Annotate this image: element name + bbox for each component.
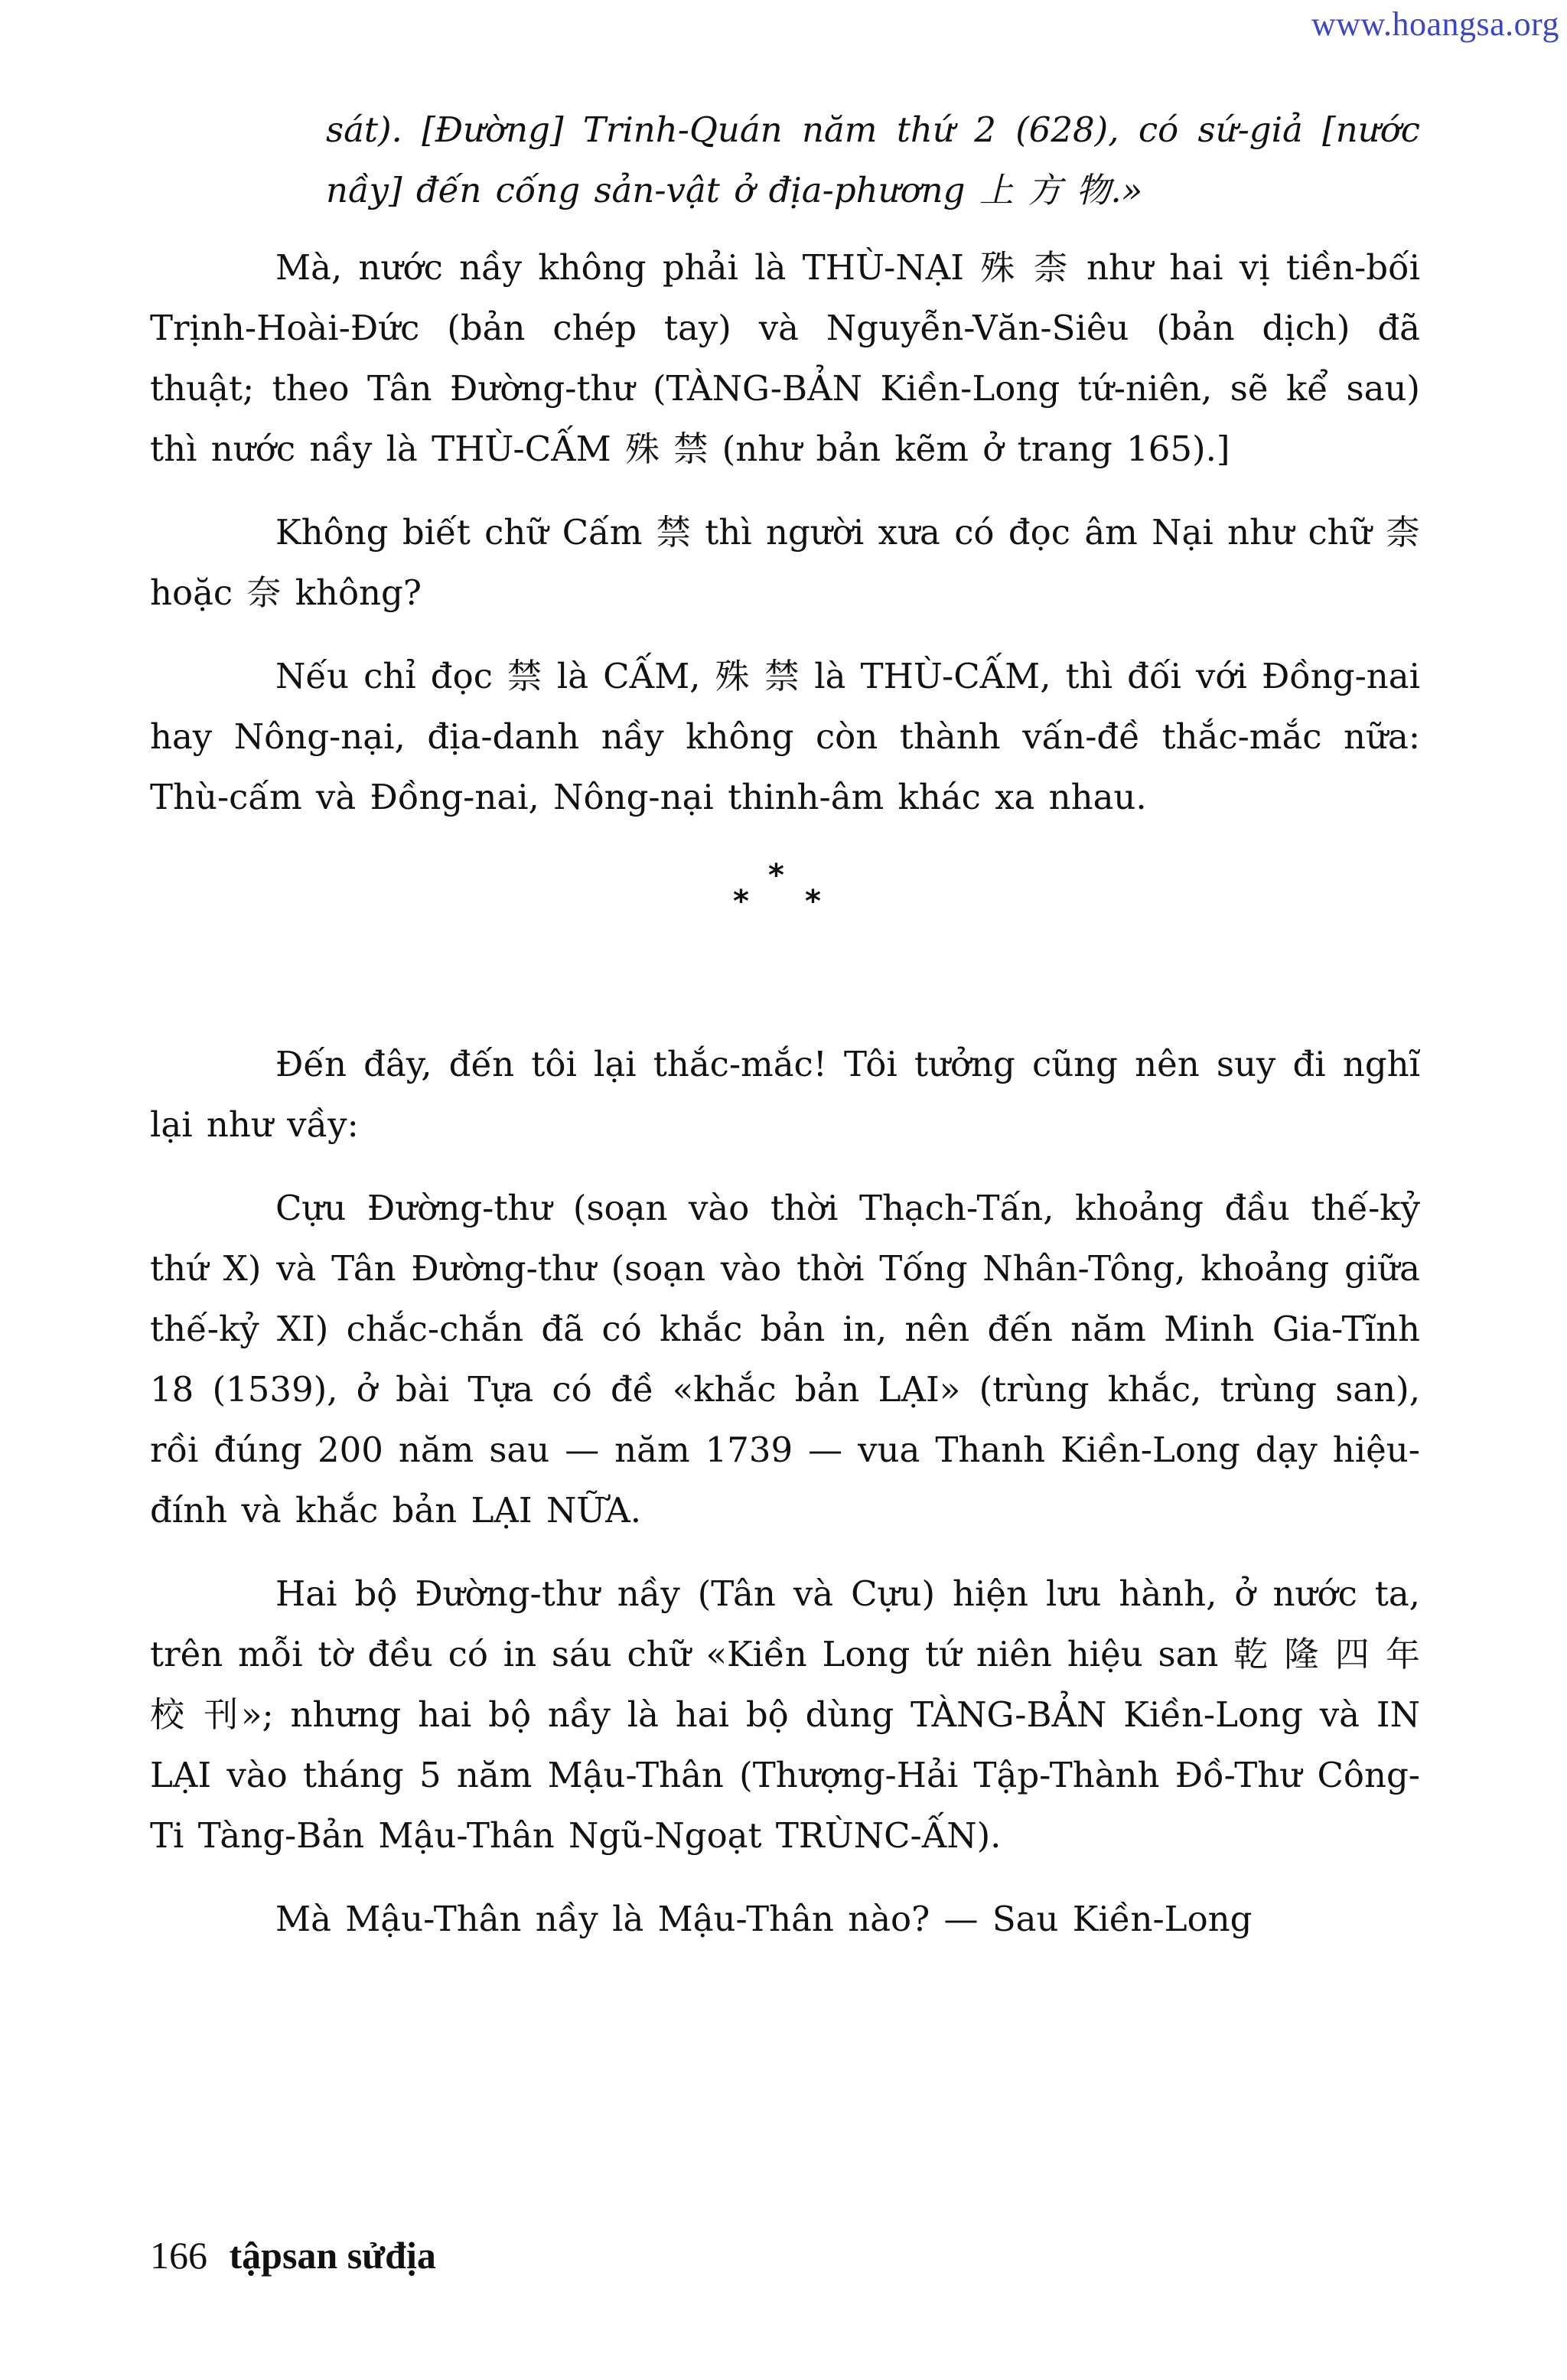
paragraph-thu-nai: Mà, nước nầy không phải là THÙ-NẠI 殊 柰 như hai vị tiền-bối Trịnh-Hoài-Đức (bản chép tay) và Nguyễn-Văn-Siêu (bản dịch) đã thuật; theo Tân Đường-thư (TÀNG-BẢN Kiền-Long tứ-niên, sẽ kể sau) thì nước nầy là THÙ-CẤM 殊 禁 (như bản kẽm ở trang 165).] xyxy=(150,247,1420,469)
page-number: 166 xyxy=(150,2234,207,2277)
paragraph-chu-cam: Không biết chữ Cấm 禁 thì người xưa có đọc âm Nại như chữ 柰 hoặc 奈 không? xyxy=(150,512,1420,613)
asterism-star-left: * xyxy=(733,884,749,919)
paragraph-mau-than: Mà Mậu-Thân nầy là Mậu-Thân nào? — Sau Kiền-Long xyxy=(275,1899,1253,1939)
site-watermark: www.hoangsa.org xyxy=(1311,5,1559,43)
page-footer xyxy=(150,2233,436,2277)
journal-name: tậpsan sửđịa xyxy=(229,2234,436,2277)
asterism-star-top: * xyxy=(768,858,784,893)
quoted-passage: sát). [Đường] Trinh-Quán năm thứ 2 (628), có sứ-giả [nước nầy] đến cống sản-vật ở địa-phương 上 方 物.» xyxy=(326,109,1420,210)
paragraph-thac-mac: Đến đây, đến tôi lại thắc-mắc! Tôi tưởng cũng nên suy đi nghĩ lại như vầy: xyxy=(150,1044,1420,1145)
section-asterism xyxy=(150,858,1420,1011)
paragraph-thu-cam: Nếu chỉ đọc 禁 là CẤM, 殊 禁 là THÙ-CẤM, thì đối với Đồng-nai hay Nông-nại, địa-danh nầy không còn thành vấn-đề thắc-mắc nữa: Thù-cấm và Đồng-nai, Nông-nại thinh-âm khác xa nhau. xyxy=(150,656,1420,817)
page-body xyxy=(150,99,1420,1949)
paragraph-hai-bo: Hai bộ Đường-thư nầy (Tân và Cựu) hiện lưu hành, ở nước ta, trên mỗi tờ đều có in sáu chữ «Kiền Long tứ niên hiệu san 乾 隆 四 年 校 刊»; nhưng hai bộ nầy là hai bộ dùng TÀNG-BẢN Kiền-Long và IN LẠI vào tháng 5 năm Mậu-Thân (Thượng-Hải Tập-Thành Đồ-Thư Công-Ti Tàng-Bản Mậu-Thân Ngũ-Ngoạt TRÙNC-ẤN). xyxy=(150,1573,1420,1856)
paragraph-duong-thu: Cựu Đường-thư (soạn vào thời Thạch-Tấn, khoảng đầu thế-kỷ thứ X) và Tân Đường-thư (soạn vào thời Tống Nhân-Tông, khoảng giữa thế-kỷ XI) chắc-chắn đã có khắc bản in, nên đến năm Minh Gia-Tĩnh 18 (1539), ở bài Tựa có đề «khắc bản LẠI» (trùng khắc, trùng san), rồi đúng 200 năm sau — năm 1739 — vua Thanh Kiền-Long dạy hiệu-đính và khắc bản LẠI NỮA. xyxy=(150,1188,1420,1531)
asterism-star-right: * xyxy=(805,884,821,919)
